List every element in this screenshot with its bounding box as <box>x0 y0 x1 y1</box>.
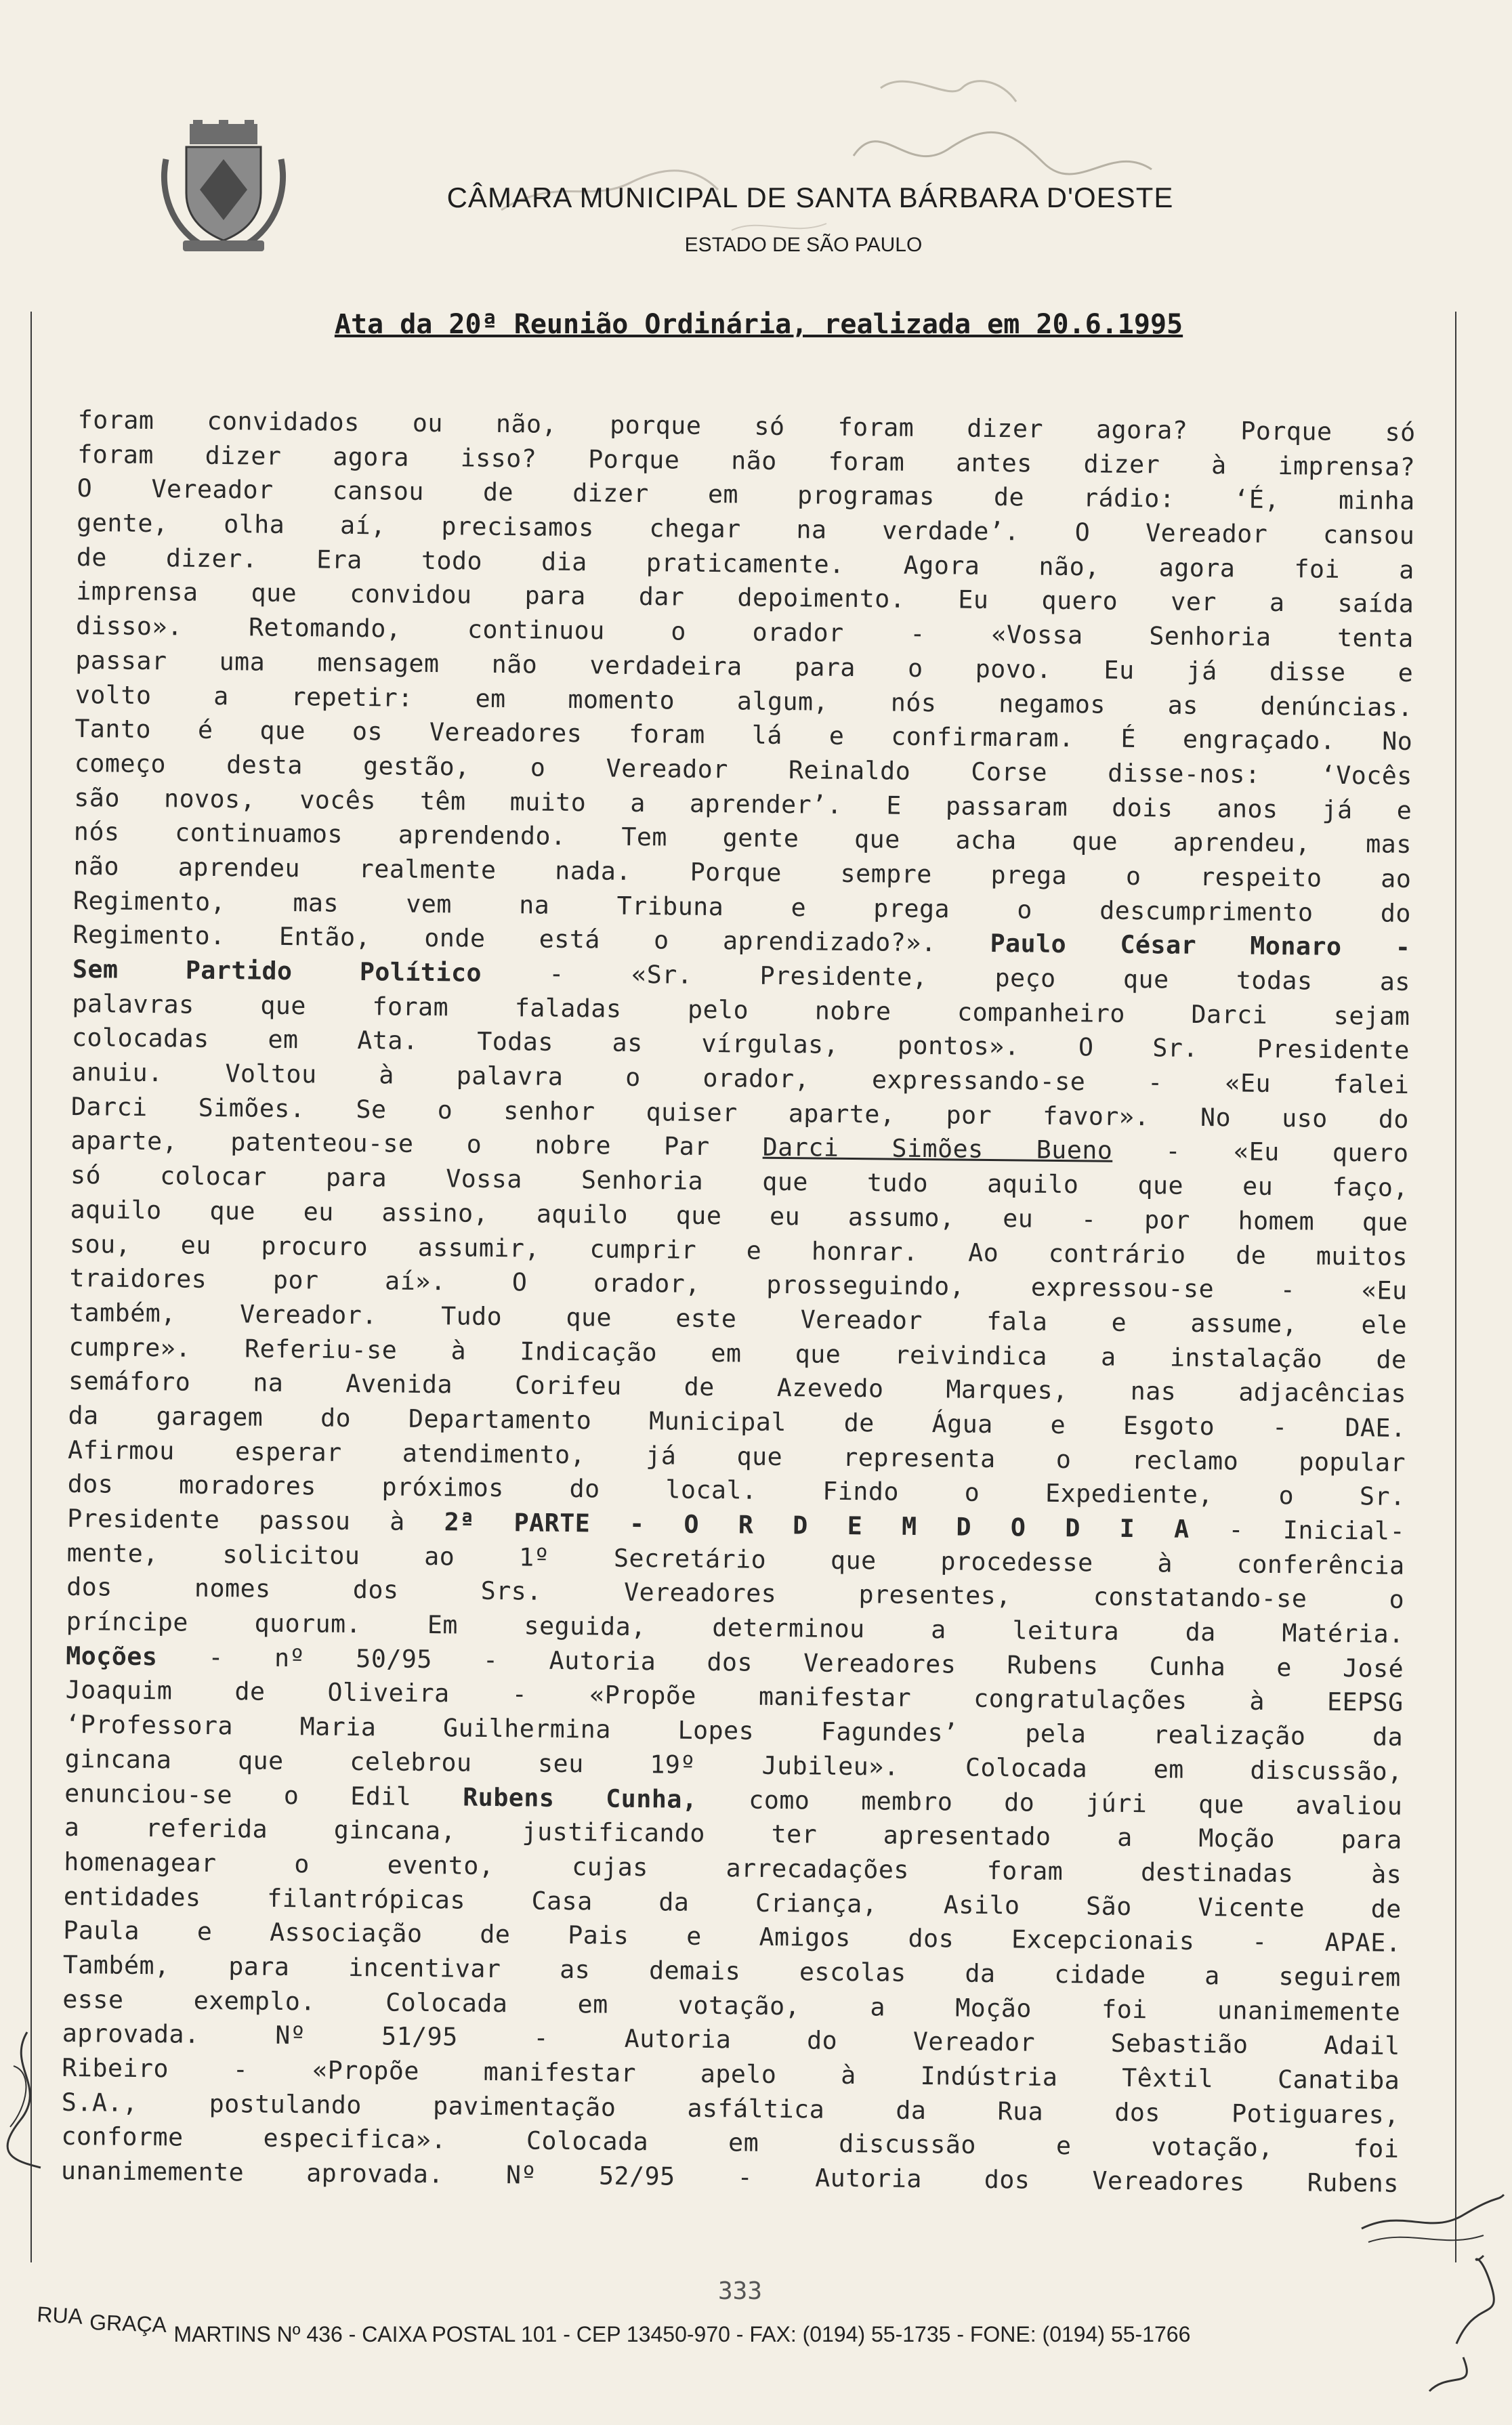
chamber-name: CÂMARA MUNICIPAL DE SANTA BÁRBARA D'OESTE <box>446 182 1174 213</box>
text-segment: Regimento. Então, onde está o aprendizado?». <box>72 920 990 958</box>
text-segment: só colocar para Vossa Senhoria que tudo aquilo que eu faço, <box>70 1160 1409 1203</box>
text-segment: homenagear o evento, cujas arrecadações foram destinadas às <box>64 1847 1402 1889</box>
text-segment: aparte, patenteou-se o nobre Par <box>70 1126 763 1162</box>
text-segment: gincana que celebrou seu 19º Jubileu». Colocada em discussão, <box>64 1744 1403 1786</box>
text-segment: príncipe quorum. Em seguida, determinou a leitura da Matéria. <box>66 1606 1404 1649</box>
text-segment: dos moradores próximos do local. Findo o Expediente, o Sr. <box>67 1469 1406 1512</box>
text-segment: colocadas em Ata. Todas as vírgulas, pontos». O Sr. Presidente <box>71 1023 1410 1066</box>
left-margin-rule <box>30 312 32 2262</box>
text-segment: foram dizer agora isso? Porque não foram antes dizer à imprensa? <box>77 439 1416 482</box>
minutes-body <box>61 403 1416 2201</box>
text-segment: Presidente passou à <box>66 1503 444 1537</box>
text-segment: 2ª PARTE - O R D E M D O D I A <box>444 1507 1190 1544</box>
text-segment: foram convidados ou não, porque só foram dizer agora? Porque só <box>77 404 1416 447</box>
text-segment: Regimento, mas vem na Tribuna e prega o descumprimento do <box>72 885 1412 928</box>
text-segment: começo desta gestão, o Vereador Reinaldo Corse disse-nos: ‘Vocês <box>74 748 1413 790</box>
text-segment: como membro do júri que avaliou <box>697 1784 1403 1821</box>
text-segment: Paulo César Monaro - <box>990 929 1411 963</box>
footer-street-a: RUA <box>36 2302 83 2329</box>
text-segment: Darci Simões. Se o senhor quiser aparte, por favor». No uso do <box>70 1091 1410 1134</box>
text-segment: - «Sr. Presidente, peço que todas as <box>481 958 1411 996</box>
margin-initials-left <box>0 2025 54 2174</box>
text-segment: aprovada. Nº 51/95 - Autoria do Vereador Sebastião Adail <box>62 2019 1401 2061</box>
text-segment: unanimemente aprovada. Nº 52/95 - Autoria dos Vereadores Rubens <box>60 2155 1400 2198</box>
text-segment: nós continuamos aprendendo. Tem gente que acha que aprendeu, mas <box>73 817 1412 860</box>
text-segment: conforme especifica». Colocada em discussão e votação, foi <box>61 2122 1400 2164</box>
text-segment: são novos, vocês têm muito a aprender’. E passaram dois anos já e <box>74 782 1412 825</box>
text-segment: Ribeiro - «Propõe manifestar apelo à Indústria Têxtil Canatiba <box>62 2052 1400 2095</box>
text-segment: esse exemplo. Colocada em votação, a Moção foi unanimemente <box>62 1984 1401 2027</box>
text-segment: - «Eu quero <box>1112 1136 1409 1168</box>
text-segment: dos nomes dos Srs. Vereadores presentes, constatando-se o <box>66 1572 1405 1615</box>
text-segment: anuiu. Voltou à palavra o orador, expressando-se - «Eu falei <box>71 1057 1410 1099</box>
footer-address <box>37 2296 1460 2378</box>
text-segment: a referida gincana, justificando ter apresentado a Moção para <box>64 1813 1402 1855</box>
text-segment: aquilo que eu assino, aquilo que eu assumo, eu - por homem que <box>70 1194 1408 1237</box>
text-segment: disso». Retomando, continuou o orador - «Vossa Senhoria tenta <box>75 611 1414 654</box>
text-segment: S.A., postulando pavimentação asfáltica da Rua dos Potiguares, <box>61 2087 1400 2130</box>
text-segment: Darci Simões Bueno <box>762 1133 1113 1166</box>
text-segment: Joaquim de Oliveira - «Propõe manifestar congratulações à EEPSG <box>65 1675 1404 1718</box>
text-segment: sou, eu procuro assumir, cumprir e honrar. Ao contrário de muitos <box>69 1229 1408 1271</box>
text-segment: imprensa que convidou para dar depoimento. Eu quero ver a saída <box>76 576 1414 619</box>
text-segment: de dizer. Era todo dia praticamente. Agora não, agora foi a <box>76 542 1414 585</box>
signature-top <box>474 75 1219 251</box>
text-segment: O Vereador cansou de dizer em programas de rádio: ‘É, minha <box>77 473 1415 516</box>
text-segment: Sem Partido Político <box>72 954 482 988</box>
text-segment: Rubens Cunha, <box>463 1782 698 1814</box>
text-segment: entidades filantrópicas Casa da Criança, Asilo São Vicente de <box>63 1881 1402 1924</box>
text-segment: não aprendeu realmente nada. Porque sempre prega o respeito ao <box>73 851 1412 893</box>
footer-street-b: GRAÇA <box>89 2310 167 2337</box>
right-margin-rule <box>1455 312 1456 2262</box>
text-segment: enunciou-se o Edil <box>64 1778 463 1812</box>
text-segment: ‘Professora Maria Guilhermina Lopes Fagundes’ pela realização da <box>65 1710 1404 1752</box>
page-number: 333 <box>718 2277 763 2305</box>
text-segment: semáforo na Avenida Corifeu de Azevedo Marques, nas adjacências <box>68 1366 1407 1409</box>
text-segment: Também, para incentivar as demais escolas da cidade a seguirem <box>62 1949 1401 1992</box>
minutes-title: Ata da 20ª Reunião Ordinária, realizada em 20.6.1995 <box>334 309 1183 340</box>
text-segment: também, Vereador. Tudo que este Vereador fala e assume, ele <box>68 1297 1408 1340</box>
state-name: ESTADO DE SÃO PAULO <box>684 234 923 256</box>
text-segment: cumpre». Referiu-se à Indicação em que reivindica a instalação de <box>68 1332 1407 1374</box>
text-segment: volto a repetir: em momento algum, nós negamos as denúncias. <box>75 679 1413 722</box>
footer-rest: MARTINS Nº 436 - CAIXA POSTAL 101 - CEP 13450-970 - FAX: (0194) 55-1735 - FONE: (0194) 55-1766 <box>173 2322 1191 2346</box>
text-segment: gente, olha aí, precisamos chegar na verdade’. O Vereador cansou <box>77 508 1415 551</box>
text-segment: passar uma mensagem não verdadeira para o povo. Eu já disse e <box>75 645 1414 688</box>
text-segment: Tanto é que os Vereadores foram lá e confirmaram. É engraçado. No <box>75 714 1413 757</box>
text-segment: Moções <box>66 1641 158 1671</box>
text-segment: - nº 50/95 - Autoria dos Vereadores Rubens Cunha e José <box>157 1641 1404 1683</box>
text-segment: mente, solicitou ao 1º Secretário que procedesse à conferência <box>66 1538 1405 1580</box>
text-segment: traidores por aí». O orador, prosseguindo, expressou-se - «Eu <box>69 1263 1408 1306</box>
text-segment: Afirmou esperar atendimento, já que representa o reclamo popular <box>67 1435 1406 1477</box>
text-segment: palavras que foram faladas pelo nobre companheiro Darci sejam <box>72 988 1410 1031</box>
text-segment: - Inicial- <box>1189 1514 1406 1546</box>
text-segment: da garagem do Departamento Municipal de Água e Esgoto - DAE. <box>68 1400 1406 1443</box>
text-segment: Paula e Associação de Pais e Amigos dos Excepcionais - APAE. <box>63 1916 1402 1958</box>
